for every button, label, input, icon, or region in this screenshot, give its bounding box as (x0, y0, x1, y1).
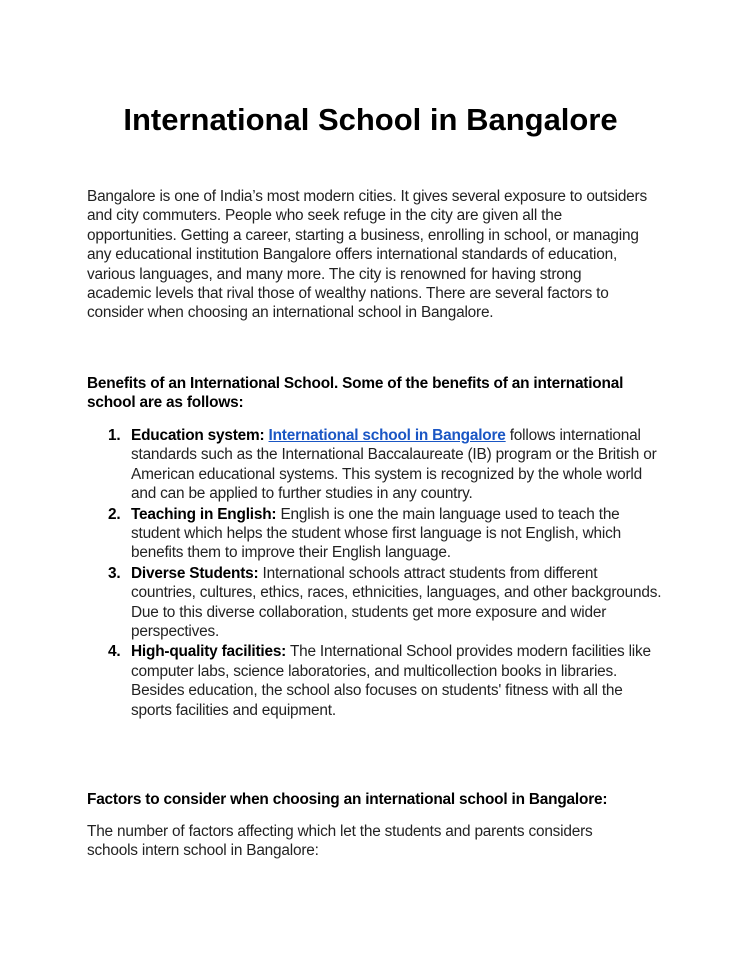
list-item-term: Education system: (131, 427, 265, 444)
list-item-number: 1. (108, 427, 121, 444)
page-title: International School in Bangalore (123, 102, 618, 137)
list-item-number: 4. (108, 643, 121, 661)
list-item (87, 505, 662, 563)
list-item-text: International schools attract students from different countries, cultures, ethics, races, ethnicities, languages, and other backgrounds. Due to this diverse collaboration, students get more exposure and wider perspectives. (131, 564, 662, 641)
list-item-term: Diverse Students: (131, 564, 259, 582)
benefits-heading: Benefits of an International School. Some of the benefits of an international school are as follows: (87, 375, 624, 412)
list-item-text: The International School provides modern facilities like computer labs, science laboratories, and multicollection books in libraries. Besides education, the school also focuses on students' fitness with all the sports facilities and equipment. (131, 643, 651, 719)
list-item-number: 2. (108, 505, 121, 523)
intro-paragraph: Bangalore is one of India’s most modern cities. It gives several exposure to outsiders and city commuters. People who seek refuge in the city are given all the opportunities. Getting a career, starting a business, enrolling in school, or managing any educational institution Bangalore offers international standards of education, various languages, and many more. The city is renowned for having strong academic levels that rival those of wealthy nations. There are several factors to consider when choosing an international school in Bangalore. (87, 188, 647, 322)
international-school-link[interactable]: International school in Bangalore (268, 427, 506, 444)
benefits-list (87, 426, 662, 721)
list-item (87, 564, 662, 642)
list-item-term: Teaching in English: (131, 505, 277, 523)
list-item (87, 426, 662, 504)
list-item-term: High-quality facilities: (131, 643, 287, 661)
list-item-text: follows international standards such as the International Baccalaureate (IB) program or the British or American educational systems. This system is recognized by the whole world and can be applied to further studies in any country. (131, 427, 657, 503)
factors-heading: Factors to consider when choosing an international school in Bangalore: (87, 791, 608, 808)
list-item (87, 642, 662, 720)
list-item-number: 3. (108, 564, 121, 582)
list-item-text: English is one the main language used to teach the student which helps the student whose first language is not English, which benefits them to improve their English language. (131, 505, 621, 562)
factors-paragraph: The number of factors affecting which let the students and parents considers schools intern school in Bangalore: (87, 823, 593, 860)
